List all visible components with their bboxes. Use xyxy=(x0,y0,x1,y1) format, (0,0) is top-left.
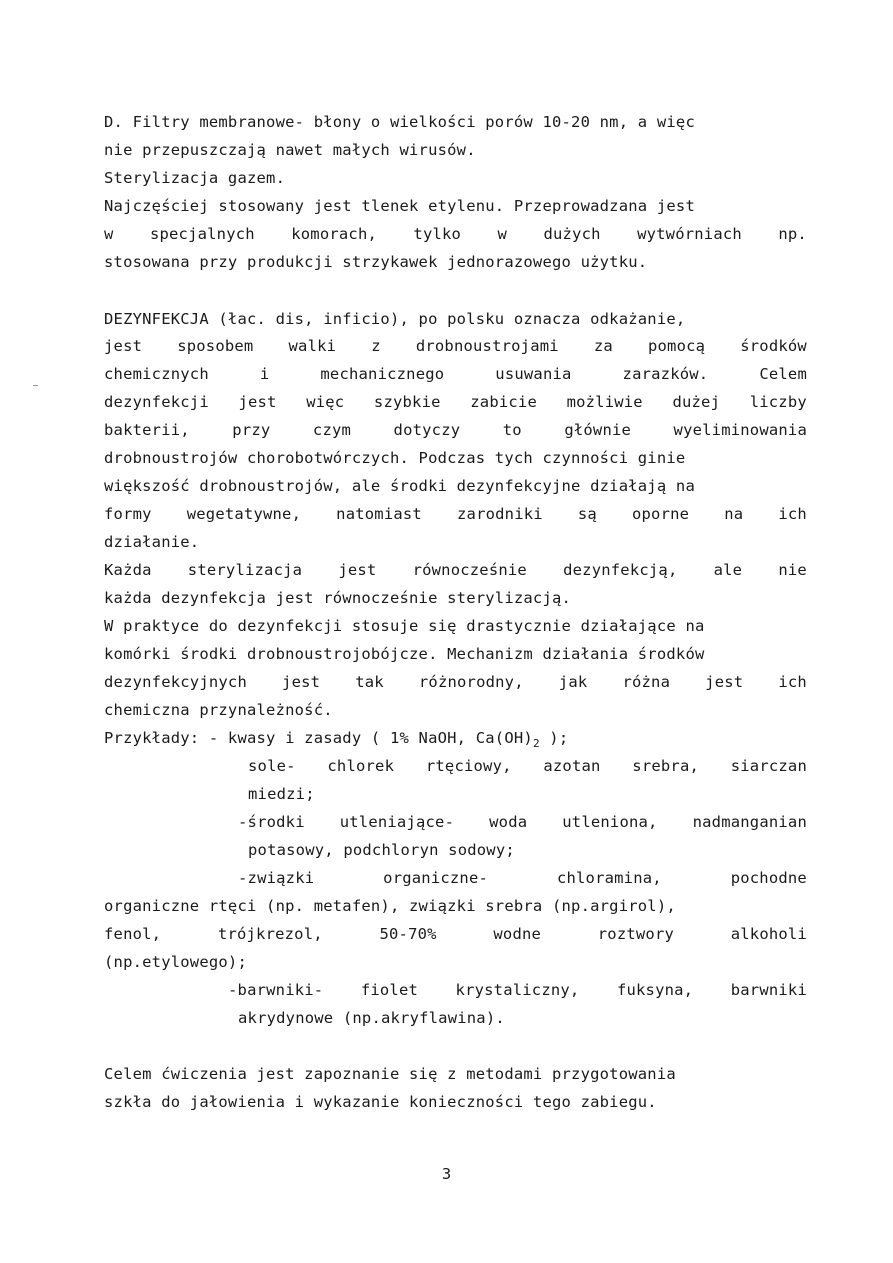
word: sterylizacja xyxy=(187,561,303,579)
word: ale xyxy=(713,561,743,579)
word: usuwania xyxy=(495,365,572,383)
word: nie xyxy=(778,561,807,579)
word: Każda xyxy=(104,561,152,579)
text-line xyxy=(104,364,807,384)
margin-mark xyxy=(33,385,38,386)
text-line xyxy=(104,392,807,412)
word: wytwórniach xyxy=(637,225,742,243)
text-line xyxy=(104,504,807,524)
word: bakterii, xyxy=(104,421,190,439)
word: sole- xyxy=(248,757,296,775)
word: tylko xyxy=(413,225,462,243)
word: krystaliczny, xyxy=(455,981,580,999)
word: srebra, xyxy=(632,757,700,775)
section-heading-gas-sterilization: Sterylizacja gazem. xyxy=(104,169,286,187)
word: natomiast xyxy=(336,505,422,523)
text-line xyxy=(104,560,807,580)
text-line: drobnoustrojów chorobotwórczych. Podczas tych czynności ginie xyxy=(104,449,686,467)
text-line: większość drobnoustrojów, ale środki dezynfekcyjne działają na xyxy=(104,477,695,495)
word: środków xyxy=(740,337,807,355)
word: fenol, xyxy=(104,925,162,943)
word: dezynfekcyjnych xyxy=(104,673,247,691)
word: zabicie xyxy=(470,393,537,411)
word: w xyxy=(104,225,114,243)
word: jak xyxy=(558,673,588,691)
word: woda xyxy=(489,813,528,831)
text-line: organiczne rtęci (np. metafen), związki srebra (np.argirol), xyxy=(104,897,676,915)
examples-text: Przykłady: - kwasy i zasady ( 1% NaOH, Ca(OH) xyxy=(104,729,533,747)
word: chemicznych xyxy=(104,365,209,383)
word: barwniki xyxy=(730,981,807,999)
word: jest xyxy=(338,561,377,579)
text-line: nie przepuszczają nawet małych wirusów. xyxy=(104,141,476,159)
word: -środki xyxy=(238,813,305,831)
word: np. xyxy=(778,225,807,243)
word: więc xyxy=(306,393,345,411)
word: dezynfekcją, xyxy=(563,561,678,579)
word: pochodne xyxy=(730,869,807,887)
text-line: W praktyce do dezynfekcji stosuje się drastycznie działające na xyxy=(104,617,705,635)
word: fiolet xyxy=(360,981,419,999)
word: -barwniki- xyxy=(228,981,324,999)
word: różna xyxy=(622,673,671,691)
word: jest xyxy=(705,673,744,691)
word: mechanicznego xyxy=(320,365,445,383)
word: ich xyxy=(778,673,807,691)
word: chloramina, xyxy=(556,869,662,887)
word: trójkrezol, xyxy=(217,925,323,943)
word: dużych xyxy=(543,225,601,243)
text-line xyxy=(104,672,807,692)
word: walki xyxy=(288,337,337,355)
word: organiczne- xyxy=(383,869,489,887)
word: komorach, xyxy=(291,225,378,243)
text-line xyxy=(104,924,807,944)
word: utleniona, xyxy=(562,813,658,831)
example-item-line: akrydynowe (np.akryflawina). xyxy=(238,1009,505,1027)
word: za xyxy=(593,337,613,355)
subscript: 2 xyxy=(532,737,540,751)
word: -związki xyxy=(238,869,315,887)
word: sposobem xyxy=(177,337,254,355)
word: rtęciowy, xyxy=(425,757,512,775)
example-item-line: potasowy, podchloryn sodowy; xyxy=(248,841,515,859)
word: 50-70% xyxy=(379,925,437,943)
text-line xyxy=(104,224,807,244)
example-item-line: miedzi; xyxy=(248,785,315,803)
word: wyeliminowania xyxy=(673,421,807,439)
word: równocześnie xyxy=(412,561,527,579)
word: przy xyxy=(232,421,271,439)
word: azotan xyxy=(543,757,601,775)
word: fuksyna, xyxy=(616,981,694,999)
word: dużej xyxy=(672,393,721,411)
word: tak xyxy=(355,673,384,691)
word: głównie xyxy=(564,421,632,439)
text-line: Najczęściej stosowany jest tlenek etylenu. Przeprowadzana jest xyxy=(104,197,695,215)
word: formy xyxy=(104,505,152,523)
text-line: chemiczna przynależność. xyxy=(104,701,333,719)
text-line xyxy=(104,420,807,440)
word: są xyxy=(577,505,597,523)
paragraph-dezynfekcja-start: DEZYNFEKCJA (łac. dis, inficio), po polsku oznacza odkażanie, xyxy=(104,310,686,328)
word: na xyxy=(724,505,744,523)
word: utleniające- xyxy=(339,813,455,831)
word: Celem xyxy=(759,365,807,383)
word: dezynfekcji xyxy=(104,393,209,411)
examples-line xyxy=(104,728,807,754)
word: wodne xyxy=(493,925,542,943)
word: różnorodny, xyxy=(418,673,524,691)
word: jest xyxy=(282,673,321,691)
word: i xyxy=(259,365,270,383)
exercise-goal-line: szkła do jałowienia i wykazanie konieczności tego zabiegu. xyxy=(104,1093,657,1111)
text-line: każda dezynfekcja jest równocześnie sterylizacją. xyxy=(104,589,572,607)
word: z xyxy=(371,337,381,355)
example-item-line xyxy=(228,980,807,1000)
word: dotyczy xyxy=(393,421,461,439)
example-item-line xyxy=(238,868,807,888)
word: w xyxy=(497,225,508,243)
word: oporne xyxy=(631,505,690,523)
word: szybkie xyxy=(373,393,441,411)
text-line: stosowana przy produkcji strzykawek jednorazowego użytku. xyxy=(104,253,648,271)
exercise-goal-line: Celem ćwiczenia jest zapoznanie się z metodami przygotowania xyxy=(104,1065,676,1083)
word: drobnoustrojami xyxy=(415,337,559,355)
example-item-line xyxy=(238,812,807,832)
text-line: (np.etylowego); xyxy=(104,953,247,971)
word: chlorek xyxy=(327,757,395,775)
word: alkoholi xyxy=(730,925,807,943)
text-line xyxy=(104,336,807,356)
word: pomocą xyxy=(647,337,706,355)
examples-tail: ); xyxy=(539,729,569,747)
word: nadmanganian xyxy=(692,813,807,831)
word: siarczan xyxy=(730,757,807,775)
text-line: D. Filtry membranowe- błony o wielkości porów 10-20 nm, a więc xyxy=(104,113,695,131)
word: ich xyxy=(778,505,807,523)
word: wegetatywne, xyxy=(186,505,302,523)
word: czym xyxy=(312,421,352,439)
text-line: działanie. xyxy=(104,533,200,551)
word: zarazków. xyxy=(622,365,709,383)
text-line: komórki środki drobnoustrojobójcze. Mechanizm działania środków xyxy=(104,645,705,663)
word: liczby xyxy=(749,393,807,411)
word: zarodniki xyxy=(457,505,543,523)
word: roztwory xyxy=(597,925,675,943)
page-number: 3 xyxy=(441,1165,452,1183)
word: to xyxy=(502,421,522,439)
example-item-line xyxy=(248,756,807,776)
word: specjalnych xyxy=(149,225,255,243)
word: jest xyxy=(238,393,277,411)
word: jest xyxy=(104,337,143,355)
word: możliwie xyxy=(566,393,643,411)
